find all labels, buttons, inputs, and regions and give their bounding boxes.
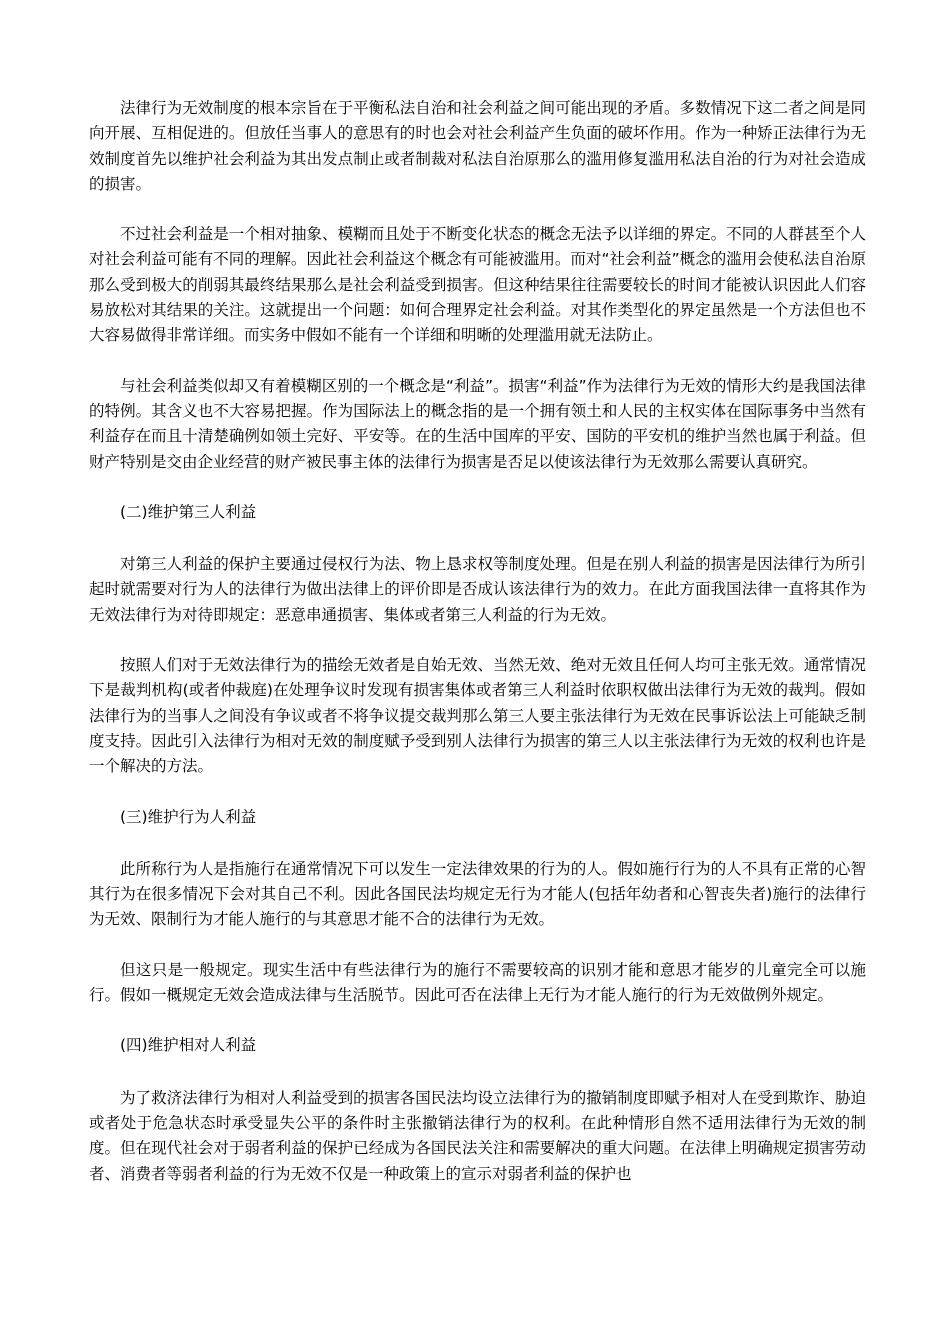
paragraph-third-party-invalidity: 按照人们对于无效法律行为的描绘无效者是自始无效、当然无效、绝对无效且任何人均可主张无效。通常情况下是裁判机构(或者仲裁庭)在处理争议时发现有损害集体或者第三人利益时依职权做出法律行为无效的裁判。假如法律行为的当事人之间没有争议或者不将争议提交裁判那么第三人要主张法律行为无效在民事诉讼法上可能缺乏制度支持。因此引入法律行为相对无效的制度赋予受到别人法律行为损害的第三人以主张法律行为无效的权利也许是一个解决的方法。 — [89, 656, 866, 776]
section-heading-counterparty: (四)维护相对人利益 — [120, 1036, 257, 1055]
document-page — [89, 96, 866, 1212]
paragraph-social-interest-definition: 不过社会利益是一个相对抽象、模糊而且处于不断变化状态的概念无法予以详细的界定。不同的人群甚至个人对社会利益可能有不同的理解。因此社会利益这个概念有可能被滥用。而对“社会利益”概念的滥用会使私法自治原那么受到极大的削弱其最终结果那么是社会利益受到损害。但这种结果往往需要较长的时间才能被认识因此人们容易放松对其结果的关注。这就提出一个问题：如何合理界定社会利益。对其作类型化的界定虽然是一个方法但也不大容易做得非常详细。而实务中假如不能有一个详细和明晰的处理滥用就无法防止。 — [89, 225, 866, 345]
paragraph-actor-exception: 但这只是一般规定。现实生活中有些法律行为的施行不需要较高的识别才能和意思才能岁的儿童完全可以施行。假如一概规定无效会造成法律与生活脱节。因此可否在法律上无行为才能人施行的行为无效做例外规定。 — [89, 960, 866, 1005]
paragraph-actor-capacity: 此所称行为人是指施行在通常情况下可以发生一定法律效果的行为的人。假如施行行为的人不具有正常的心智其行为在很多情况下会对其自己不利。因此各国民法均规定无行为才能人(包括年幼者和心智丧失者)施行的法律行为无效、限制行为才能人施行的与其意思才能不合的法律行为无效。 — [89, 859, 866, 929]
paragraph-social-interest-purpose: 法律行为无效制度的根本宗旨在于平衡私法自治和社会利益之间可能出现的矛盾。多数情况下这二者之间是同向开展、互相促进的。但放任当事人的意思有的时也会对社会利益产生负面的破坏作用。作为一种矫正法律行为无效制度首先以维护社会利益为其出发点制止或者制裁对私法自治原那么的滥用修复滥用私法自治的行为对社会造成的损害。 — [89, 99, 866, 193]
paragraph-interest-concept: 与社会利益类似却又有着模糊区别的一个概念是“利益”。损害“利益”作为法律行为无效的情形大约是我国法律的特例。其含义也不大容易把握。作为国际法上的概念指的是一个拥有领土和人民的主权实体在国际事务中当然有利益存在而且十清楚确例如领土完好、平安等。在的生活中国库的平安、国防的平安机的维护当然也属于利益。但财产特别是交由企业经营的财产被民事主体的法律行为损害是否足以使该法律行为无效那么需要认真研究。 — [89, 376, 866, 471]
section-heading-third-party: (二)维护第三人利益 — [120, 502, 257, 521]
paragraph-counterparty-revocation: 为了救济法律行为相对人利益受到的损害各国民法均设立法律行为的撤销制度即赋予相对人在受到欺诈、胁迫或者处于危急状态时承受显失公平的条件时主张撤销法律行为的权利。在此种情形自然不适用法律行为无效的制度。但在现代社会对于弱者利益的保护已经成为各国民法关注和需要解决的重大问题。在法律上明确规定损害劳动者、消费者等弱者利益的行为无效不仅是一种政策上的宣示对弱者利益的保护也 — [89, 1088, 866, 1183]
section-heading-actor: (三)维护行为人利益 — [120, 807, 257, 826]
paragraph-third-party-protection: 对第三人利益的保护主要通过侵权行为法、物上恳求权等制度处理。但是在别人利益的损害是因法律行为所引起时就需要对行为人的法律行为做出法律上的评价即是否成认该法律行为的效力。在此方面我国法律一直将其作为无效法律行为对待即规定：恶意串通损害、集体或者第三人利益的行为无效。 — [89, 555, 866, 624]
